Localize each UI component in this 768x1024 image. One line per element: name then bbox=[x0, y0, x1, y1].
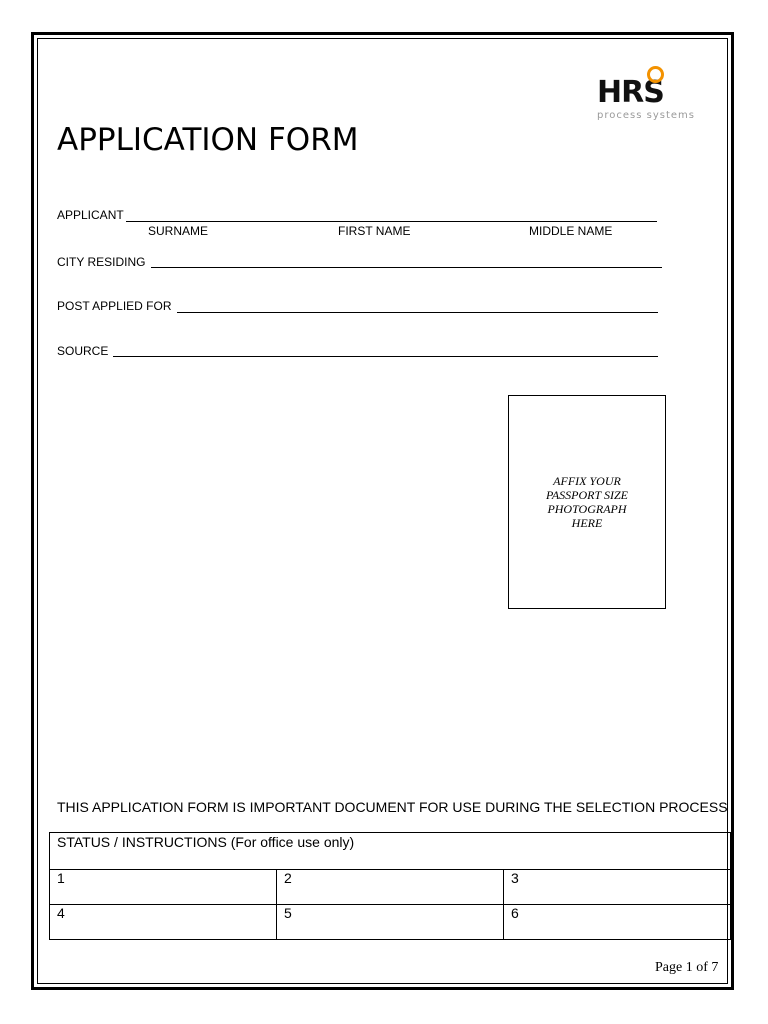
logo-brand: HRS bbox=[597, 75, 664, 110]
page-number: Page 1 of 7 bbox=[655, 960, 719, 975]
applicant-label: APPLICANT bbox=[57, 208, 124, 222]
first-name-label: FIRST NAME bbox=[338, 224, 411, 238]
logo-ring-icon bbox=[647, 66, 664, 83]
status-header: STATUS / INSTRUCTIONS (For office use only) bbox=[50, 833, 731, 870]
table-row bbox=[50, 870, 731, 905]
logo-tagline: process systems bbox=[597, 110, 695, 121]
status-cell[interactable]: 4 bbox=[50, 905, 277, 940]
post-applied-line[interactable] bbox=[177, 312, 658, 313]
status-table bbox=[49, 832, 731, 940]
selection-notice: THIS APPLICATION FORM IS IMPORTANT DOCUMENT FOR USE DURING THE SELECTION PROCESS bbox=[57, 799, 728, 815]
city-residing-label: CITY RESIDING bbox=[57, 255, 146, 269]
photo-instructions bbox=[532, 474, 642, 530]
applicant-line[interactable] bbox=[126, 221, 657, 222]
photo-line: PHOTOGRAPH bbox=[547, 502, 627, 516]
photo-line: PASSPORT SIZE bbox=[546, 488, 628, 502]
middle-name-label: MIDDLE NAME bbox=[529, 224, 613, 238]
source-label: SOURCE bbox=[57, 344, 109, 358]
city-residing-line[interactable] bbox=[151, 267, 662, 268]
surname-label: SURNAME bbox=[148, 224, 209, 238]
status-header-row bbox=[50, 833, 731, 870]
post-applied-label: POST APPLIED FOR bbox=[57, 299, 172, 313]
page-title: APPLICATION FORM bbox=[57, 122, 359, 158]
photo-box bbox=[508, 395, 666, 609]
status-cell[interactable]: 1 bbox=[50, 870, 277, 905]
status-cell[interactable]: 5 bbox=[277, 905, 504, 940]
source-line[interactable] bbox=[113, 356, 658, 357]
status-cell[interactable]: 3 bbox=[504, 870, 731, 905]
status-cell[interactable]: 6 bbox=[504, 905, 731, 940]
status-cell[interactable]: 2 bbox=[277, 870, 504, 905]
table-row bbox=[50, 905, 731, 940]
photo-line: AFFIX YOUR bbox=[553, 474, 621, 488]
photo-line: HERE bbox=[571, 516, 603, 530]
